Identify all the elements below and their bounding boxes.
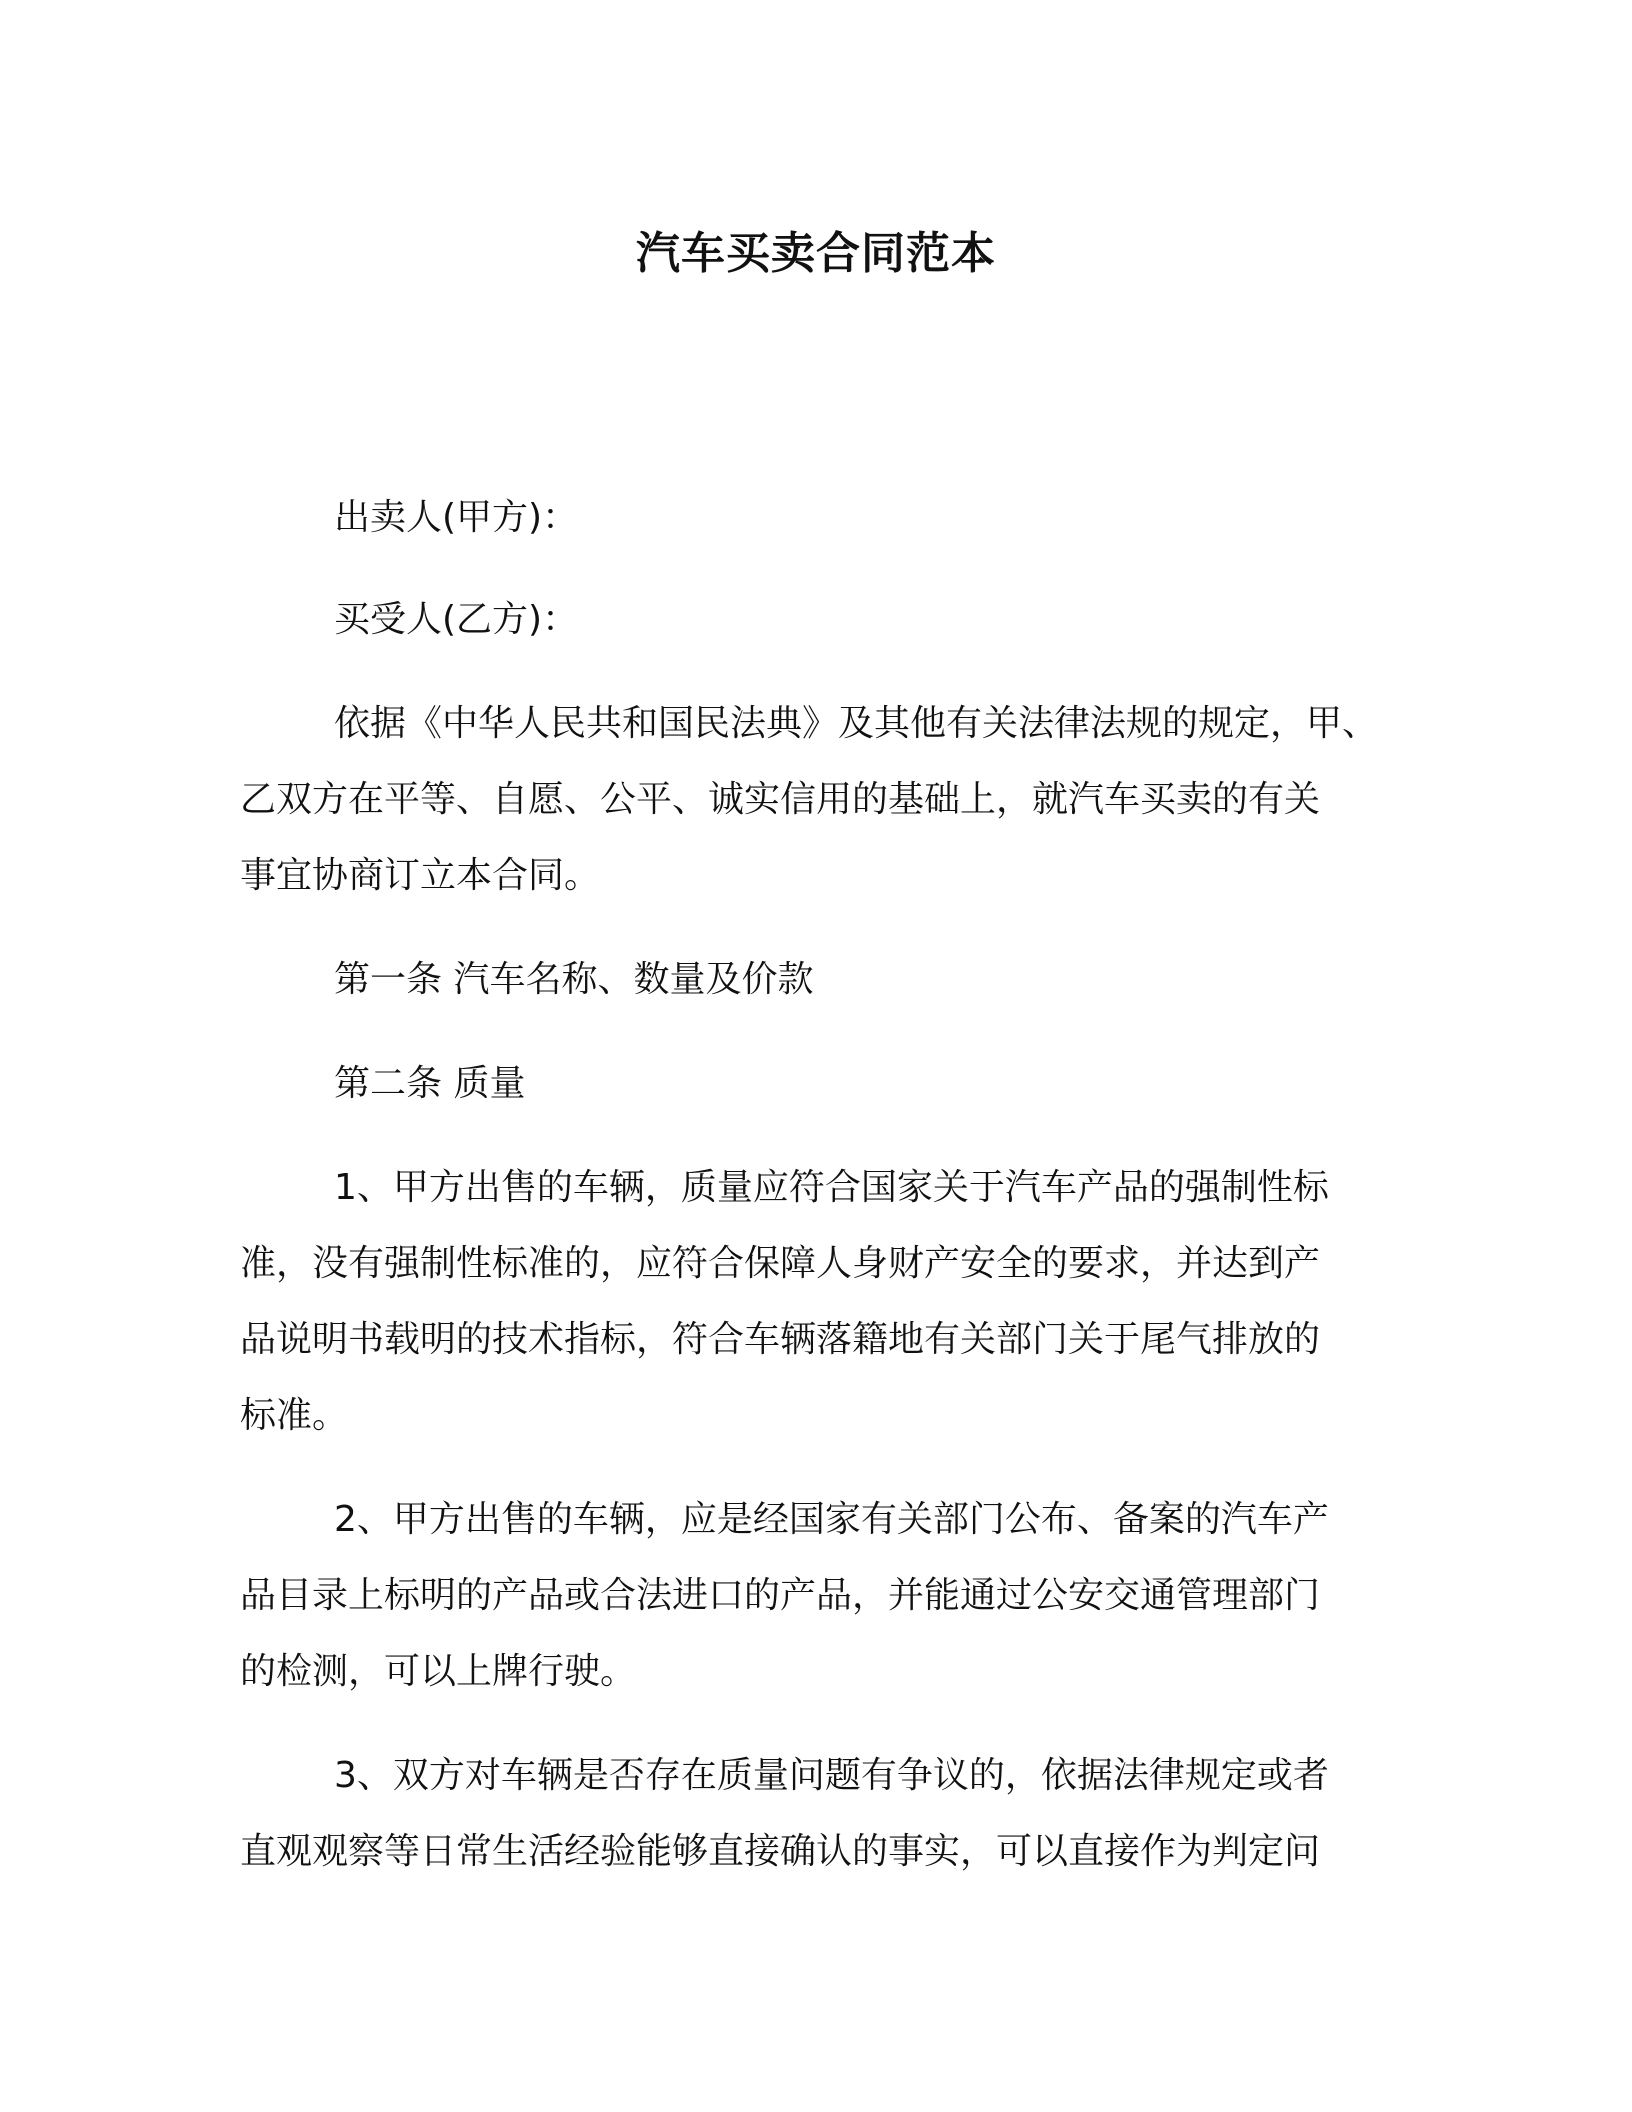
preamble-line-2: 乙双方在平等、自愿、公平、诚实信用的基础上，就汽车买卖的有关 (240, 779, 1321, 820)
article-2-heading: 第二条 质量 (334, 1063, 526, 1104)
preamble-line-1: 依据《中华人民共和国民法典》及其他有关法律法规的规定，甲、 (334, 703, 1379, 744)
clause-1-line-4: 标准。 (240, 1395, 349, 1436)
buyer-label: 买受人(乙方)： (334, 599, 579, 640)
document-title: 汽车买卖合同范本 (636, 228, 996, 279)
clause-1-line-2: 准，没有强制性标准的，应符合保障人身财产安全的要求，并达到产 (240, 1243, 1321, 1284)
clause-2-line-3: 的检测，可以上牌行驶。 (240, 1651, 637, 1692)
clause-1-line-1: 1、甲方出售的车辆，质量应符合国家关于汽车产品的强制性标 (334, 1167, 1329, 1208)
seller-label: 出卖人(甲方)： (334, 497, 579, 538)
article-1-heading: 第一条 汽车名称、数量及价款 (334, 959, 814, 1000)
preamble-line-3: 事宜协商订立本合同。 (240, 855, 601, 896)
clause-3-line-1: 3、双方对车辆是否存在质量问题有争议的，依据法律规定或者 (334, 1755, 1329, 1796)
clause-2-line-2: 品目录上标明的产品或合法进口的产品，并能通过公安交通管理部门 (240, 1575, 1321, 1616)
clause-2-line-1: 2、甲方出售的车辆，应是经国家有关部门公布、备案的汽车产 (334, 1499, 1329, 1540)
clause-1-line-3: 品说明书载明的技术指标，符合车辆落籍地有关部门关于尾气排放的 (240, 1319, 1321, 1360)
clause-3-line-2: 直观观察等日常生活经验能够直接确认的事实，可以直接作为判定问 (240, 1831, 1321, 1872)
